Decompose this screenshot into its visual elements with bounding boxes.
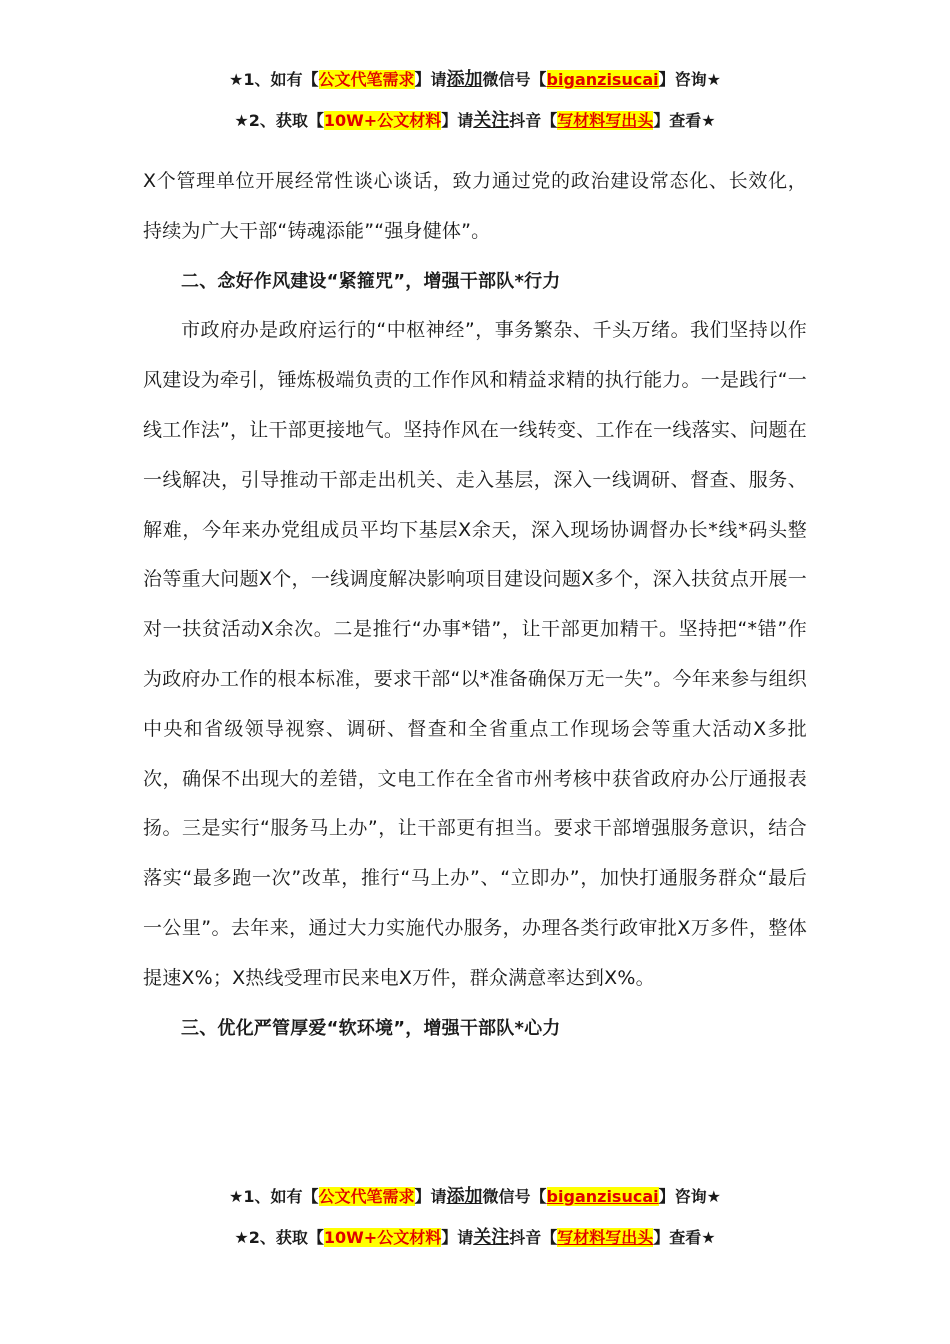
banner-text: ★1、如有【 bbox=[229, 1187, 319, 1206]
banner-text: 】请 bbox=[414, 1187, 447, 1206]
banner-text: ★2、获取【 bbox=[234, 1228, 324, 1247]
banner-text: 微信号【 bbox=[482, 70, 547, 89]
banner-emphasis: 添加 bbox=[446, 69, 483, 90]
wechat-id-link[interactable]: biganzisucai bbox=[546, 70, 659, 89]
banner-text: 】查看★ bbox=[653, 111, 716, 130]
banner-text: 微信号【 bbox=[482, 1187, 547, 1206]
section-heading-2: 二、念好作风建设“紧箍咒”，增强干部队*行力 bbox=[181, 270, 561, 292]
banner-highlight: 10W+公文材料 bbox=[323, 1228, 442, 1247]
banner-text: 抖音【 bbox=[509, 111, 558, 130]
banner-highlight: 公文代笔需求 bbox=[318, 70, 415, 89]
banner-text: 】查看★ bbox=[653, 1228, 716, 1247]
section-2-paragraph: 市政府办是政府运行的“中枢神经”，事务繁杂、千头万绪。我们坚持以作风建设为牵引，锤炼极端负责的工作作风和精益求精的执行能力。一是践行“一线工作法”，让干部更接地气。坚持作风在一线转变、工作在一线落实、问题在一线解决，引导推动干部走出机关、走入基层，深入一线调研、督查、服务、解难，今年来办党组成员平均下基层X余天，深入现场协调督办长*线*码头整治等重大问题X个，一线调度解决影响项目建设问题X多个，深入扶贫点开展一对一扶贫活动X余次。二是推行“办事*错”，让干部更加精干。坚持把“*错”作为政府办工作的根本标准，要求干部“以*准备确保万无一失”。今年来参与组织中央和省级领导视察、调研、督查和全省重点工作现场会等重大活动X多批次，确保不出现大的差错，文电工作在全省市州考核中获省政府办公厅通报表扬。三是实行“服务马上办”，让干部更有担当。要求干部增强服务意识，结合落实“最多跑一次”改革，推行“马上办”、“立即办”，加快打通服务群众“最后一公里”。去年来，通过大力实施代办服务，办理各类行政审批X万多件，整体提速X%；X热线受理市民来电X万件，群众满意率达到X%。 bbox=[143, 319, 807, 989]
section-heading-3: 三、优化严管厚爱“软环境”，增强干部队*心力 bbox=[181, 1017, 561, 1039]
banner-text: 抖音【 bbox=[509, 1228, 558, 1247]
bottom-banner-line-2 bbox=[0, 1227, 950, 1249]
banner-highlight: 公文代笔需求 bbox=[318, 1187, 415, 1206]
banner-highlight: 10W+公文材料 bbox=[323, 111, 442, 130]
intro-paragraph: X个管理单位开展经常性谈心谈话，致力通过党的政治建设常态化、长效化，持续为广大干部“铸魂添能”“强身健体”。 bbox=[143, 170, 807, 242]
banner-emphasis: 添加 bbox=[446, 1186, 483, 1207]
top-banner-line-2 bbox=[0, 110, 950, 132]
banner-text: 】请 bbox=[414, 70, 447, 89]
banner-text: 】咨询★ bbox=[658, 1187, 721, 1206]
banner-emphasis: 关注 bbox=[473, 110, 510, 131]
bottom-banner-line-1 bbox=[0, 1186, 950, 1208]
banner-text: ★1、如有【 bbox=[229, 70, 319, 89]
douyin-id-link[interactable]: 写材料写出头 bbox=[557, 111, 654, 130]
document-body bbox=[143, 157, 807, 1053]
banner-emphasis: 关注 bbox=[473, 1227, 510, 1248]
wechat-id-link[interactable]: biganzisucai bbox=[546, 1187, 659, 1206]
banner-text: 】请 bbox=[441, 1228, 474, 1247]
banner-text: 】咨询★ bbox=[658, 70, 721, 89]
banner-text: ★2、获取【 bbox=[234, 111, 324, 130]
banner-text: 】请 bbox=[441, 111, 474, 130]
top-banner-line-1 bbox=[0, 69, 950, 91]
douyin-id-link[interactable]: 写材料写出头 bbox=[557, 1228, 654, 1247]
